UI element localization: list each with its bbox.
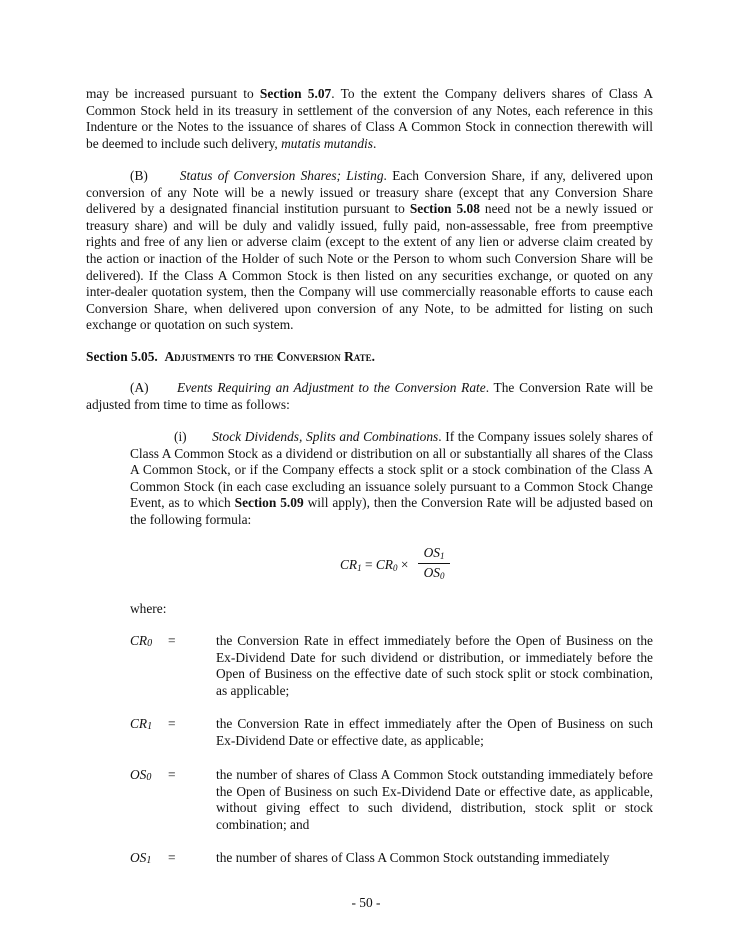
definition-term: $OS_1$	[130, 850, 152, 866]
clause-heading: Stock Dividends, Splits and Combinations	[212, 429, 439, 444]
definition-text: the Conversion Rate in effect immediately before the Open of Business on the Ex-Dividend Date for such dividend or distribution, or immediately before the Open of Business on the effective date of such stock split or stock combination, as applicable;	[216, 633, 653, 698]
text: need not be a newly issued or treasury share) and will be duly and validly issued, fully paid, non-assessable, free from preemptive rights and free of any lien or adverse claim (except to the extent of any lien or adverse claim created by the action or inaction of the Holder of such Note or the Person to whom such Conversion Share will be delivered). If the Class A Common Stock is then listed on any securities exchange, or quoted on any inter-dealer quotation system, then the Company will use commercially reasonable efforts to cause each Conversion Share, when delivered upon conversion of any Note, to be admitted for listing on such exchange or quotation on such system.	[86, 201, 654, 333]
fraction-bar	[418, 563, 450, 564]
text: may be increased pursuant to	[86, 86, 260, 101]
formula-lhs: $CR_1 = CR_0$ ×	[340, 557, 409, 573]
definition-term: $OS_0$	[130, 767, 152, 783]
paragraph-status-of-conversion-shares	[86, 168, 653, 334]
definition-text: the number of shares of Class A Common Stock outstanding immediately	[216, 850, 610, 865]
paragraph-events-requiring-adjustment	[86, 380, 653, 413]
definition-equals: =	[168, 633, 176, 648]
text: will apply), then the Conversion Rate will be adjusted based on the following formula:	[130, 495, 653, 527]
section-reference: Section 5.07	[259, 86, 332, 101]
text: .	[372, 135, 377, 151]
definition-text: the Conversion Rate in effect immediately after the Open of Business on such Ex-Dividend Date or effective date, as applicable;	[216, 716, 653, 748]
definition-equals: =	[168, 716, 176, 731]
definition-equals: =	[168, 850, 176, 865]
text: . If the Company issues solely shares of Class A Common Stock as a dividend or distribution on all or substantially all shares of the Class A Common Stock, or if the Company effects a stock split or a stock combination of the Class A Common Stock (in each case excluding an issuance solely pursuant to a Common Stock Change Event, as to which	[130, 429, 653, 511]
clause-label: (B)	[130, 168, 148, 183]
where-label: where:	[130, 601, 167, 616]
section-title: Adjustments to the Conversion Rate.	[164, 349, 375, 364]
clause-label: (A)	[130, 380, 149, 395]
paragraph-stock-dividends	[130, 429, 653, 529]
page-number: - 50 -	[351, 895, 381, 910]
definition-equals: =	[168, 767, 176, 782]
definition-term: $CR_1$	[130, 716, 153, 732]
clause-heading: Status of Conversion Shares; Listing	[179, 168, 384, 183]
fraction-numerator: $OS_1$	[423, 545, 445, 561]
text: . Each Conversion Share, if any, delivered upon conversion of any Note will be a newly issued or treasury share (except that any Conversion Share delivered by a designated financial institution pursuant to	[86, 168, 653, 217]
definition-text: the number of shares of Class A Common Stock outstanding immediately before the Open of Business on such Ex-Dividend Date or effective date, as applicable, without giving effect to such dividend, distribution, stock split or stock combination; and	[216, 767, 653, 832]
text: . To the extent the Company delivers shares of Class A Common Stock held in its treasury in settlement of the conversion of any Notes, each reference in this Indenture or the Notes to the issuance of shares of Class A Common Stock in connection therewith will be deemed to include such delivery,	[86, 86, 654, 151]
definition-term: $CR_0$	[130, 633, 153, 649]
fraction-denominator: $OS_0$	[423, 565, 445, 581]
formula-fraction	[418, 545, 450, 582]
paragraph-treasury-delivery	[86, 86, 653, 152]
section-reference: Section 5.09	[234, 495, 304, 511]
clause-heading: Events Requiring an Adjustment to the Conversion Rate	[176, 380, 486, 395]
italic-term: mutatis mutandis	[281, 135, 373, 151]
section-number: Section 5.05.	[86, 349, 158, 364]
adjustment-formula	[340, 545, 500, 585]
section-heading	[86, 349, 653, 366]
clause-label: (i)	[174, 429, 187, 444]
text: . The Conversion Rate will be adjusted from time to time as follows:	[86, 380, 653, 412]
section-reference: Section 5.08	[409, 201, 480, 217]
